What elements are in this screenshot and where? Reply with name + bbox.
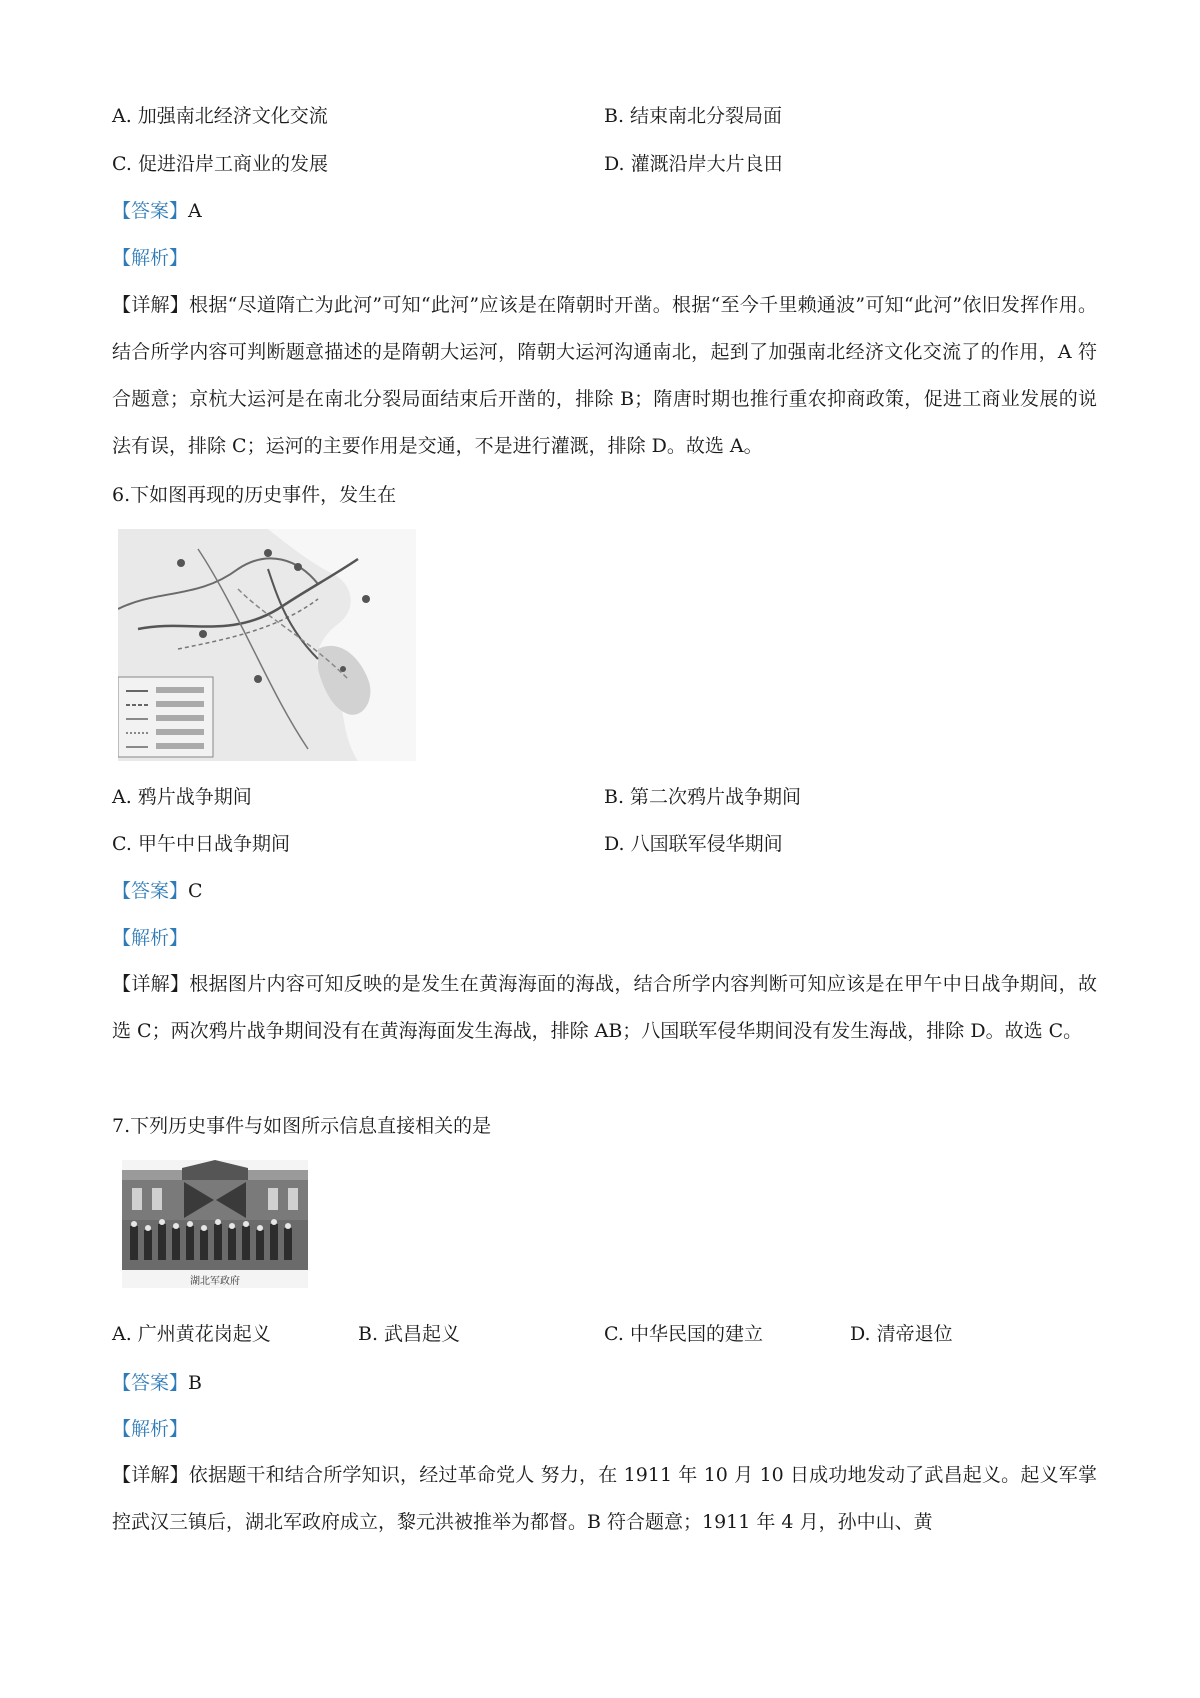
hubei-government-image <box>122 1160 308 1288</box>
q7-question: 7.下列历史事件与如图所示信息直接相关的是 <box>112 1115 492 1137</box>
q6-question: 6.下如图再现的历史事件，发生在 <box>112 484 397 506</box>
q6-option-b: B. 第二次鸦片战争期间 <box>604 786 802 808</box>
q6-option-d: D. 八国联军侵华期间 <box>604 833 783 855</box>
q6-analysis-tag: 【解析】 <box>112 927 189 949</box>
hubei-government-photo <box>122 1160 308 1288</box>
q5-option-d: D. 灌溉沿岸大片良田 <box>604 153 783 175</box>
q7-answer <box>112 1371 202 1395</box>
answer-value: B <box>188 1372 202 1394</box>
battle-map-image <box>118 529 416 761</box>
q7-detail: 【详解】依据题干和结合所学知识，经过革命党人 努力，在 1911 年 10 月 10 日成功地发动了武昌起义。起义军掌控武汉三镇后，湖北军政府成立，黎元洪被推举为都督。B 符合题意；1911 年 4 月，孙中山、黄 <box>112 1464 1097 1533</box>
q6-option-c: C. 甲午中日战争期间 <box>112 833 290 855</box>
q7-analysis-tag: 【解析】 <box>112 1418 189 1440</box>
q5-option-c: C. 促进沿岸工商业的发展 <box>112 153 328 175</box>
q6-option-a: A. 鸦片战争期间 <box>112 786 252 808</box>
q5-option-b: B. 结束南北分裂局面 <box>604 105 783 127</box>
q6-answer <box>112 879 203 903</box>
q7-option-d: D. 清帝退位 <box>850 1323 953 1345</box>
answer-tag: 【答案】 <box>112 200 189 222</box>
photo-caption: 湖北军政府 <box>190 1276 240 1287</box>
q7-option-c: C. 中华民国的建立 <box>604 1323 763 1345</box>
battle-map-figure <box>118 529 416 761</box>
q7-option-b: B. 武昌起义 <box>358 1323 461 1345</box>
q7-option-a: A. 广州黄花岗起义 <box>112 1323 271 1345</box>
q5-detail: 【详解】根据“尽道隋亡为此河”可知“此河”应该是在隋朝时开凿。根据“至今千里赖通波”可知“此河”依旧发挥作用。结合所学内容可判断题意描述的是隋朝大运河，隋朝大运河沟通南北，起到了加强南北经济文化交流了的作用，A 符合题意；京杭大运河是在南北分裂局面结束后开凿的，排除 B；隋唐时期也推行重农抑商政策，促进工商业发展的说法有误，排除 C；运河的主要作用是交通，不是进行灌溉，排除 D。故选 A。 <box>112 294 1097 457</box>
q5-analysis-tag: 【解析】 <box>112 247 189 269</box>
q5-answer <box>112 199 202 223</box>
answer-tag: 【答案】 <box>112 1372 189 1394</box>
q6-detail: 【详解】根据图片内容可知反映的是发生在黄海海面的海战，结合所学内容判断可知应该是在甲午中日战争期间，故选 C；两次鸦片战争期间没有在黄海海面发生海战，排除 AB；八国联军侵华期间没有发生海战，排除 D。故选 C。 <box>112 973 1097 1042</box>
answer-tag: 【答案】 <box>112 880 189 902</box>
answer-value: A <box>188 200 202 222</box>
q5-option-a: A. 加强南北经济文化交流 <box>112 105 328 127</box>
answer-value: C <box>188 880 203 902</box>
